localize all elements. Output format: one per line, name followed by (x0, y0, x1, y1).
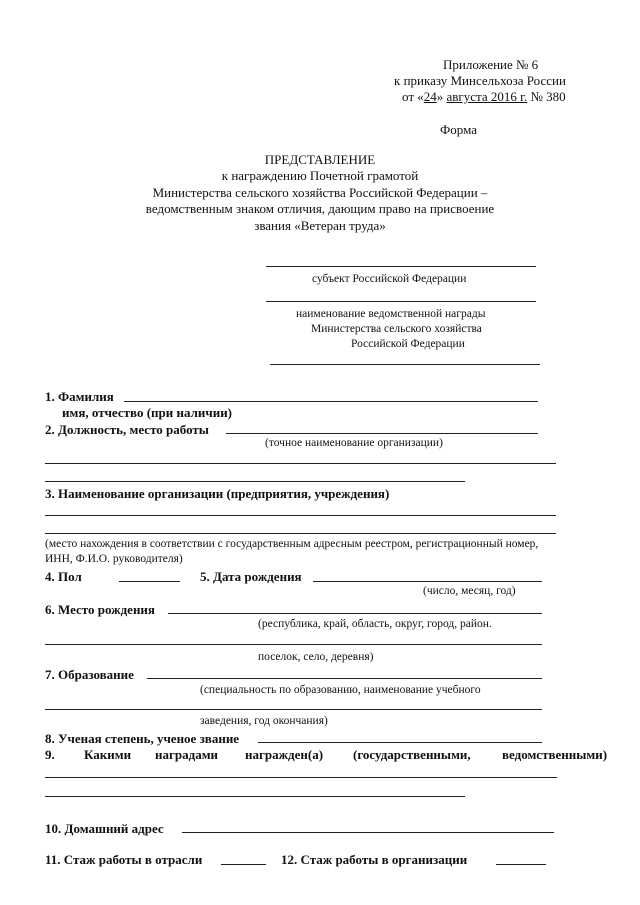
field-organization-label: 3. Наименование организации (предприятия, учреждения) (45, 486, 390, 501)
field-surname-label: 1. Фамилия (45, 389, 114, 404)
birthdate-line[interactable] (313, 581, 542, 582)
organization-line[interactable] (45, 515, 556, 516)
order-number: № 380 (527, 89, 566, 104)
field-education-label: 7. Образование (45, 667, 134, 682)
award-label-3: Российской Федерации (351, 338, 465, 350)
education-hint-1: (специальность по образованию, наименование учебного (200, 684, 481, 696)
position-line-3[interactable] (45, 481, 465, 482)
extra-line[interactable] (270, 364, 540, 365)
field-name-label: имя, отчество (при наличии) (62, 405, 233, 420)
field-awards-word-5: ведомственными) (502, 747, 608, 762)
gender-line[interactable] (119, 581, 180, 582)
field-position-label: 2. Должность, место работы (45, 422, 209, 437)
field-awards-word-1: Какими (84, 747, 132, 762)
birthdate-hint: (число, месяц, год) (423, 585, 516, 597)
title-line-1: к награждению Почетной грамотой (221, 168, 419, 183)
field-awards-word-4: (государственными, (353, 747, 471, 762)
title-line-4: звания «Ветеран труда» (254, 218, 386, 233)
field-degree-label: 8. Ученая степень, ученое звание (45, 731, 240, 746)
award-label-1: наименование ведомственной награды (296, 308, 486, 320)
order-day: 24 (423, 89, 437, 104)
birthplace-hint-1: (республика, край, область, округ, город, район. (258, 618, 492, 630)
field-birthdate-label: 5. Дата рождения (200, 569, 302, 584)
organization-hint-1: (место нахождения в соответствии с государственным адресным реестром, регистрационный номер, (45, 538, 539, 550)
field-address-label: 10. Домашний адрес (45, 821, 164, 836)
document-title: ПРЕДСТАВЛЕНИЕ (264, 152, 376, 167)
awards-line-2[interactable] (45, 796, 465, 797)
award-line[interactable] (266, 301, 536, 302)
birthplace-hint-2: поселок, село, деревня) (258, 651, 374, 663)
industry-experience-line[interactable] (221, 864, 266, 865)
order-reference: к приказу Минсельхоза России (394, 73, 566, 88)
title-line-2: Министерства сельского хозяйства Российской Федерации – (152, 185, 488, 200)
order-date-line (402, 89, 566, 104)
field-awards-word-3: награжден(а) (245, 747, 324, 762)
form-label: Форма (440, 122, 477, 137)
subject-line[interactable] (266, 266, 536, 267)
subject-label: субъект Российской Федерации (312, 273, 467, 285)
order-date-prefix: от « (402, 89, 424, 104)
field-gender-label: 4. Пол (45, 569, 82, 584)
field-awards-number: 9. (45, 747, 55, 762)
field-awards-word-2: наградами (155, 747, 219, 762)
award-label-2: Министерства сельского хозяйства (311, 323, 482, 335)
birthplace-line[interactable] (168, 613, 542, 614)
appendix-number: Приложение № 6 (443, 57, 539, 72)
organization-hint-2: ИНН, Ф.И.О. руководителя) (45, 553, 183, 565)
field-industry-experience-label: 11. Стаж работы в отрасли (45, 852, 203, 867)
surname-line[interactable] (124, 401, 538, 402)
address-line[interactable] (182, 832, 554, 833)
education-hint-2: заведения, год окончания) (200, 715, 328, 727)
education-line[interactable] (147, 678, 542, 679)
field-org-experience-label: 12. Стаж работы в организации (281, 852, 468, 867)
position-hint: (точное наименование организации) (265, 437, 443, 449)
field-birthplace-label: 6. Место рождения (45, 602, 155, 617)
organization-line-2[interactable] (45, 533, 556, 534)
birthplace-line-2[interactable] (45, 644, 542, 645)
order-date-sep: » (436, 89, 447, 104)
position-line[interactable] (226, 433, 538, 434)
position-line-2[interactable] (45, 463, 556, 464)
education-line-2[interactable] (45, 709, 542, 710)
org-experience-line[interactable] (496, 864, 546, 865)
degree-line[interactable] (258, 742, 542, 743)
order-month-year: августа 2016 г. (446, 89, 528, 104)
title-line-3: ведомственным знаком отличия, дающим право на присвоение (145, 201, 495, 216)
awards-line[interactable] (45, 777, 557, 778)
